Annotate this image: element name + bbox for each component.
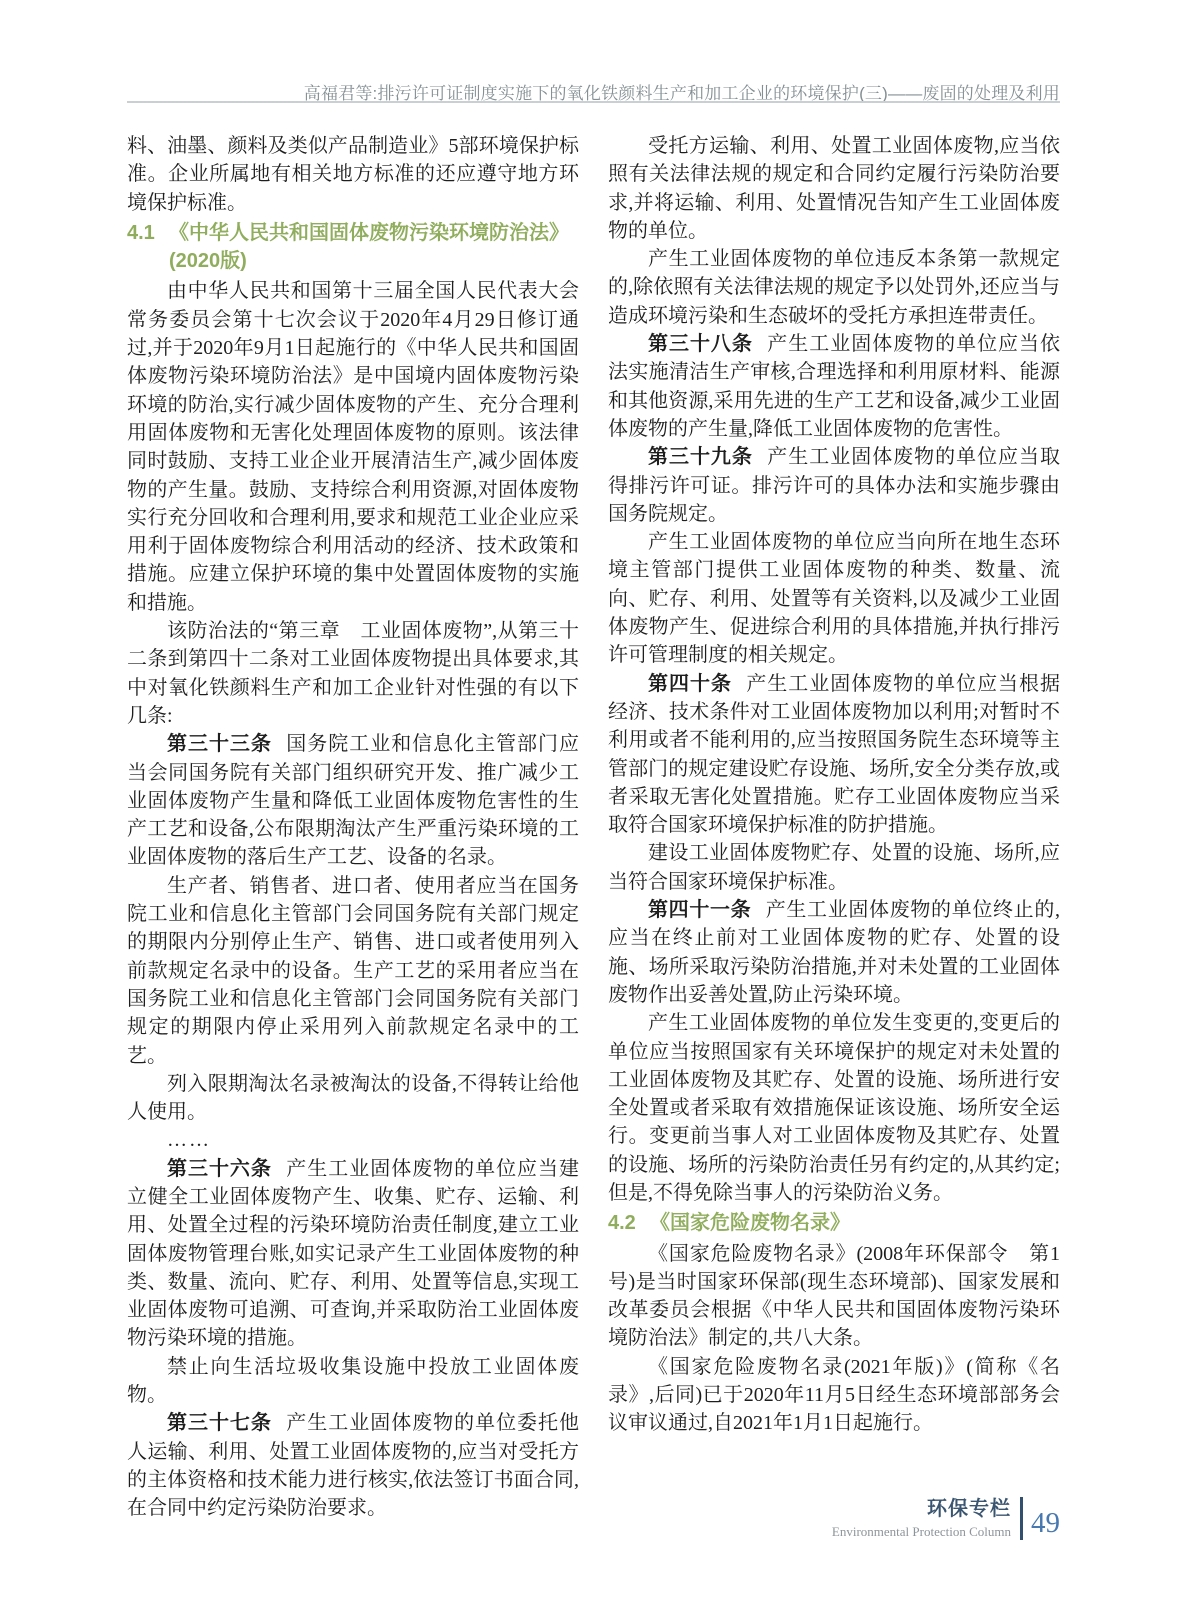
section-number: 4.2 [608, 1212, 636, 1235]
paragraph: 产生工业固体废物的单位应当向所在地生态环境主管部门提供工业固体废物的种类、数量、流向、贮存、利用、处置等有关资料,以及减少工业固体废物产生、促进综合利用的具体措施,并执行排污许可管理制度的相关规定。 [608, 531, 1060, 667]
paragraph: 建设工业固体废物贮存、处置的设施、场所,应当符合国家环境保护标准。 [608, 842, 1060, 893]
paragraph: 该防治法的“第三章 工业固体废物”,从第三十二条到第四十二条对工业固体废物提出具体要求,其中对氧化铁颜料生产和加工企业针对性强的有以下几条: [127, 620, 579, 727]
article-number: 第三十八条 [648, 333, 753, 356]
running-title: 高福君等:排污许可证制度实施下的氧化铁颜料生产和加工企业的环境保护(三)——废固的处理及利用 [303, 84, 1060, 103]
section-number: 4.1 [127, 221, 155, 244]
page-number: 49 [1031, 1507, 1060, 1539]
article-number: 第四十一条 [648, 899, 752, 922]
section-heading [608, 1209, 1060, 1237]
article-number: 第四十条 [648, 672, 732, 695]
ellipsis-line: …… [167, 1129, 211, 1152]
paragraph: 由中华人民共和国第十三届全国人民代表大会常务委员会第十七次会议于2020年4月29日修订通过,并于2020年9月1日起施行的《中华人民共和国固体废物污染环境防治法》是中国境内固体废物污染环境的防治,实行减少固体废物的产生、充分合理利用固体废物和无害化处理固体废物的原则。该法律同时鼓励、支持工业企业开展清洁生产,减少固体废物的产生量。鼓励、支持综合利用资源,对固体废物实行充分回收和合理利用,要求和规范工业企业应采用利于固体废物综合利用活动的经济、技术政策和措施。应建立保护环境的集中处置固体废物的实施和措施。 [127, 280, 579, 614]
paragraph: 列入限期淘汰名录被淘汰的设备,不得转让给他人使用。 [127, 1072, 579, 1124]
paragraph: 《国家危险废物名录(2021年版)》(简称《名录》,后同)已于2020年11月5日经生态环境部部务会议审议通过,自2021年1月1日起施行。 [608, 1355, 1060, 1435]
article-body [127, 132, 1060, 1523]
paragraph: 第三十八条 产生工业固体废物的单位应当依法实施清洁生产审核,合理选择和利用原材料、能源和其他资源,采用先进的生产工艺和设备,减少工业固体废物的产生量,降低工业固体废物的危害性。 [608, 333, 1061, 440]
paragraph: 产生工业固体废物的单位发生变更的,变更后的单位应当按照国家有关环境保护的规定对未处置的工业固体废物及其贮存、处置的设施、场所进行安全处置或者采取有效措施保证该设施、场所安全运行。变更前当事人对工业固体废物及其贮存、处置的设施、场所的污染防治责任另有约定的,从其约定;但是,不得免除当事人的污染防治义务。 [608, 1012, 1060, 1204]
right-column [608, 132, 1060, 1523]
section-heading [127, 219, 579, 276]
paragraph: 第四十一条 产生工业固体废物的单位终止的,应当在终止前对工业固体废物的贮存、处置的设施、场所采取污染防治措施,并对未处置的工业固体废物作出妥善处置,防止污染环境。 [608, 899, 1061, 1006]
paragraph: 第三十七条 产生工业固体废物的单位委托他人运输、利用、处置工业固体废物的,应当对受托方的主体资格和技术能力进行核实,依法签订书面合同,在合同中约定污染防治要求。 [127, 1412, 580, 1520]
paragraph: 第三十三条 国务院工业和信息化主管部门应当会同国务院有关部门组织研究开发、推广减少工业固体废物产生量和降低工业固体废物危害性的生产工艺和设备,公布限期淘汰产生严重污染环境的工业固体废物的落后生产工艺、设备的名录。 [127, 733, 580, 869]
column-title-en: Environmental Protection Column [831, 1524, 1011, 1539]
paragraph: 产生工业固体废物的单位违反本条第一款规定的,除依照有关法律法规的规定予以处罚外,还应当与造成环境污染和生态破坏的受托方承担连带责任。 [608, 248, 1060, 327]
paragraph: 生产者、销售者、进口者、使用者应当在国务院工业和信息化主管部门会同国务院有关部门规定的期限内分别停止生产、销售、进口或者使用列入前款规定名录中的设备。生产工艺的采用者应当在国务院工业和信息化主管部门会同国务院有关部门规定的期限内停止采用列入前款规定名录中的工艺。 [127, 874, 579, 1067]
article-number: 第三十九条 [648, 446, 753, 469]
paragraph: 《国家危险废物名录》(2008年环保部令 第1号)是当时国家环保部(现生态环境部)、国家发展和改革委员会根据《中华人民共和国固体废物污染环境防治法》制定的,共八大条。 [608, 1242, 1060, 1350]
paragraph: 禁止向生活垃圾收集设施中投放工业固体废物。 [127, 1355, 579, 1407]
left-column [127, 132, 579, 1523]
column-title-cn: 环保专栏 [927, 1498, 1011, 1520]
paragraph: 第四十条 产生工业固体废物的单位应当根据经济、技术条件对工业固体废物加以利用;对暂时不利用或者不能利用的,应当按照国务院生态环境等主管部门的规定建设贮存设施、场所,安全分类存放,或者采取无害化处置措施。贮存工业固体废物应当采取符合国家环境保护标准的防护措施。 [608, 672, 1061, 837]
article-number: 第三十三条 [167, 733, 272, 756]
article-number: 第三十六条 [167, 1157, 272, 1180]
section-title: 《国家危险废物名录》 [650, 1212, 850, 1235]
article-number: 第三十七条 [167, 1412, 272, 1435]
header-rule [127, 101, 1060, 103]
paragraph: 第三十六条 产生工业固体废物的单位应当建立健全工业固体废物产生、收集、贮存、运输、利用、处置全过程的污染环境防治责任制度,建立工业固体废物管理台账,如实记录产生工业固体废物的种类、数量、流向、贮存、利用、处置等信息,实现工业固体废物可追溯、可查询,并采取防治工业固体废物污染环境的措施。 [127, 1157, 580, 1350]
section-title: 《中华人民共和国固体废物污染环境防治法》 [169, 221, 569, 244]
section-subtitle: (2020版) [169, 250, 247, 273]
paragraph: 第三十九条 产生工业固体废物的单位应当取得排污许可证。排污许可的具体办法和实施步骤由国务院规定。 [608, 446, 1061, 525]
paragraph: 料、油墨、颜料及类似产品制造业》5部环境保护标准。企业所属地有相关地方标准的还应遵守地方环境保护标准。 [127, 135, 579, 214]
page-footer [832, 1497, 1060, 1540]
paragraph: 受托方运输、利用、处置工业固体废物,应当依照有关法律法规的规定和合同约定履行污染防治要求,并将运输、利用、处置情况告知产生工业固体废物的单位。 [608, 135, 1060, 242]
footer-column-title [832, 1497, 1020, 1540]
